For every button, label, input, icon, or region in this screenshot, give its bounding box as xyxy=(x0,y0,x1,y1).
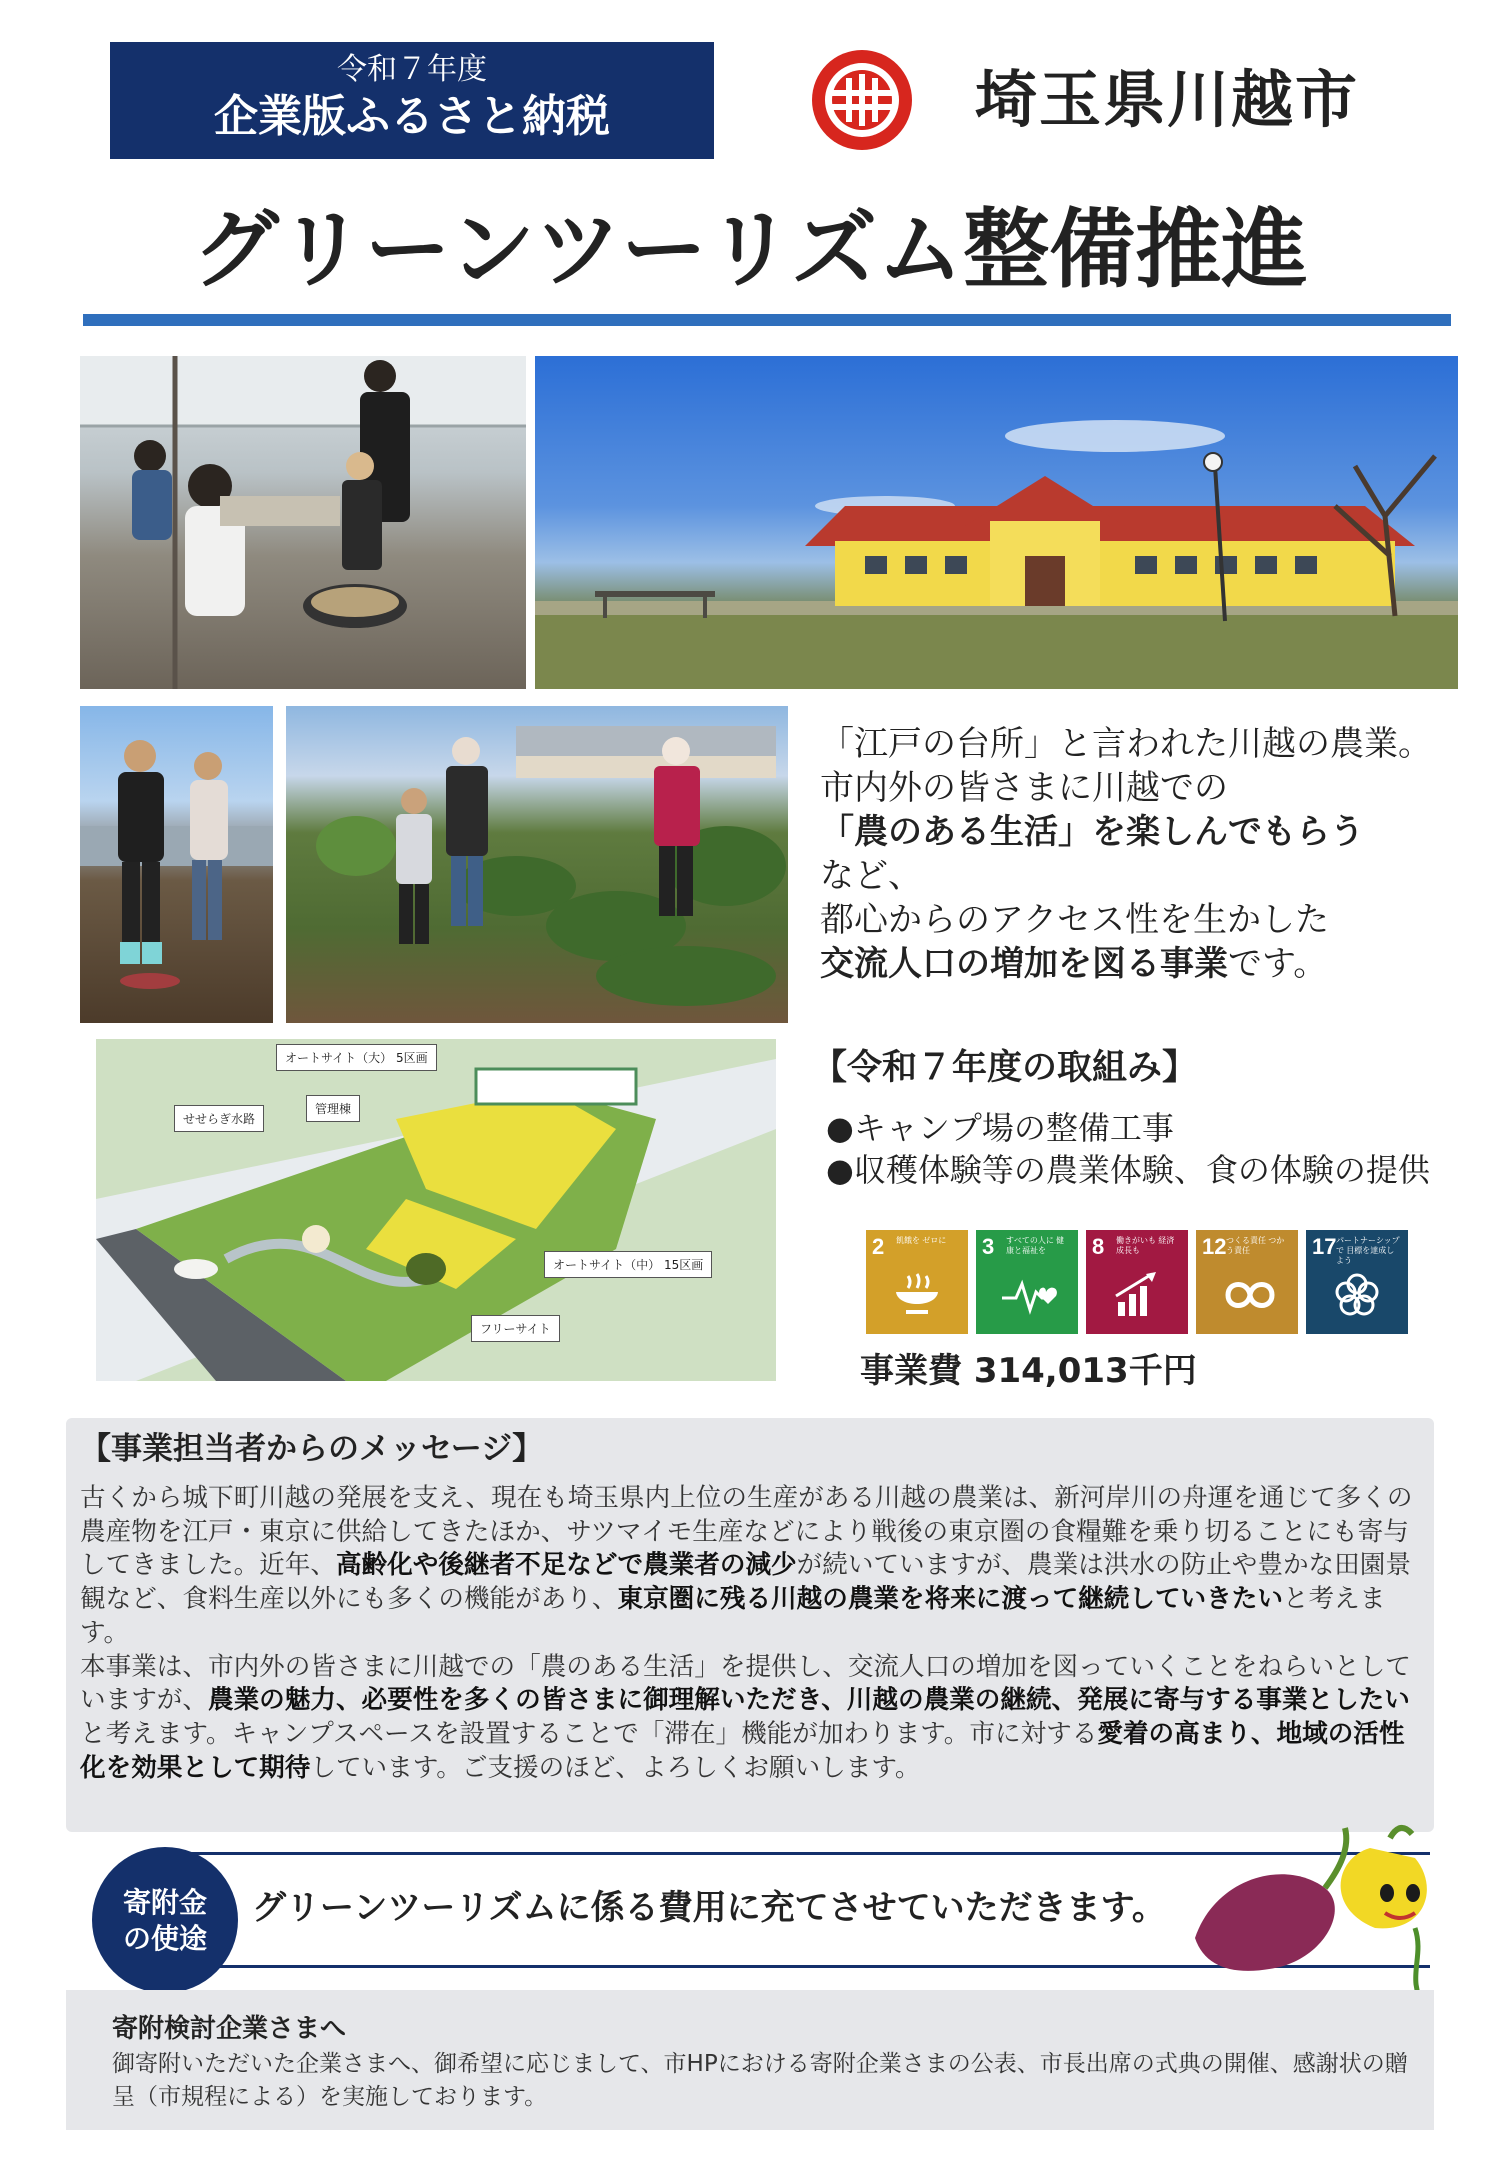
sdg-3-badge xyxy=(976,1230,1078,1334)
page-title: グリーンツーリズム整備推進 xyxy=(192,200,1308,300)
sdg-number: 12 xyxy=(1202,1234,1227,1259)
free-site-label: フリーサイト xyxy=(471,1315,560,1342)
bbq-photo xyxy=(80,356,526,689)
sdg-caption: すべての人に 健康と福祉を xyxy=(1006,1236,1065,1255)
farmers-photo xyxy=(80,706,273,1023)
sdg-caption: パートナーシップで 目標を達成しよう xyxy=(1336,1236,1400,1265)
stream-label: せせらぎ水路 xyxy=(174,1105,264,1132)
intro-tail: です。 xyxy=(1228,944,1328,984)
intro-line: など、 xyxy=(820,856,922,896)
donor-heading: 寄附検討企業さまへ xyxy=(112,2014,347,2044)
badge-line: 寄附金 xyxy=(122,1886,207,1919)
project-intro xyxy=(820,722,1480,986)
project-cost: 事業費 314,013千円 xyxy=(860,1351,1197,1391)
auto-site-large-label: オートサイト（大） 5区画 xyxy=(276,1044,437,1071)
sdg-12-badge xyxy=(1196,1230,1298,1334)
fiscal-year: 令和７年度 xyxy=(337,52,487,87)
sdg-caption: つくる責任 つかう責任 xyxy=(1226,1236,1285,1255)
message-text: と考えます。 xyxy=(80,1584,1386,1648)
intro-line-emphasis xyxy=(820,942,1480,986)
infinity-icon xyxy=(1222,1270,1278,1320)
message-text: 本事業は、市内外の皆さまに川越での「農のある生活」を提供し、交流人口の増加を図っていくことをねらいとしていますが、 xyxy=(80,1651,1411,1716)
growth-chart-icon xyxy=(1112,1270,1162,1320)
program-name: 企業版ふるさと納税 xyxy=(214,91,610,142)
donation-usage-badge xyxy=(92,1847,238,1993)
sdg-number: 8 xyxy=(1092,1234,1105,1259)
message-text: が続いていますが、農業は洪水の防止や豊かな田園景観など、食料生産以外にも多くの機能があり、 xyxy=(80,1550,1411,1615)
initiatives-heading: 【令和７年度の取組み】 xyxy=(812,1048,1198,1088)
heartbeat-icon xyxy=(1002,1270,1058,1320)
initiative-item: ●キャンプ場の整備工事 xyxy=(826,1109,1174,1147)
message-emphasis: 愛着の高まり、地域の活性化を効果として期待 xyxy=(80,1718,1405,1783)
campsite-site-map xyxy=(96,1039,776,1381)
badge-line: の使途 xyxy=(122,1922,207,1955)
program-banner xyxy=(110,42,714,159)
management-building-label: 管理棟 xyxy=(306,1095,360,1122)
flower-icon xyxy=(1332,1270,1382,1320)
intro-emphasis: 交流人口の増加を図る事業 xyxy=(820,944,1228,984)
sdg-number: 17 xyxy=(1312,1234,1337,1259)
message-emphasis: 高齢化や後継者不足などで農業者の減少 xyxy=(335,1550,797,1581)
intro-line: 都心からのアクセス性を生かした xyxy=(820,900,1329,940)
sdg-caption: 働きがいも 経済成長も xyxy=(1116,1236,1175,1255)
message-paragraph xyxy=(80,1482,1420,1651)
donation-usage-text: グリーンツーリズムに係る費用に充てさせていただきます。 xyxy=(252,1888,1166,1928)
sdg-caption: 飢餓を ゼロに xyxy=(896,1236,947,1245)
harvest-experience-photo xyxy=(286,706,788,1023)
message-body xyxy=(80,1482,1420,1785)
initiative-item: ●収穫体験等の農業体験、食の体験の提供 xyxy=(826,1151,1430,1189)
intro-line: 市内外の皆さまに川越での xyxy=(820,768,1228,808)
sdg-number: 3 xyxy=(982,1234,995,1259)
message-text: しています。ご支援のほど、よろしくお願いします。 xyxy=(310,1752,921,1783)
sdg-8-badge xyxy=(1086,1230,1188,1334)
sdg-2-badge xyxy=(866,1230,968,1334)
auto-site-medium-label: オートサイト（中） 15区画 xyxy=(544,1251,712,1278)
bowl-icon xyxy=(892,1270,942,1320)
city-emblem-icon xyxy=(808,46,916,154)
city-name: 埼玉県川越市 xyxy=(975,63,1360,136)
sdg-17-badge xyxy=(1306,1230,1408,1334)
message-emphasis: 農業の魅力、必要性を多くの皆さまに御理解いただき、川越の農業の継続、発展に寄与する事業としたい xyxy=(207,1685,1410,1716)
message-text: 古くから城下町川越の発展を支え、現在も埼玉県内上位の生産がある川越の農業は、新河岸川の舟運を通じて多くの農産物を江戸・東京に供給してきたほか、サツマイモ生産などにより戦後の東京圏の食糧難を乗り切ることにも寄与してきました。近年、 xyxy=(80,1483,1413,1581)
farm-facility-photo xyxy=(535,356,1458,689)
message-paragraph xyxy=(80,1651,1420,1786)
title-divider xyxy=(83,314,1451,326)
message-text: と考えます。キャンプスペースを設置することで「滞在」機能が加わります。市に対する xyxy=(80,1718,1098,1749)
sdg-number: 2 xyxy=(872,1234,885,1259)
message-emphasis: 東京圏に残る川越の農業を将来に渡って継続していきたい xyxy=(617,1584,1283,1615)
message-heading: 【事業担当者からのメッセージ】 xyxy=(80,1431,544,1467)
intro-line-emphasis: 「農のある生活」を楽しんでもらう xyxy=(820,812,1364,852)
intro-line: 「江戸の台所」と言われた川越の農業。 xyxy=(820,724,1432,764)
donor-body: 御寄附いただいた企業さまへ、御希望に応じまして、市HPにおける寄附企業さまの公表、市長出席の式典の開催、感謝状の贈呈（市規程による）を実施しております。 xyxy=(112,2051,1408,2110)
